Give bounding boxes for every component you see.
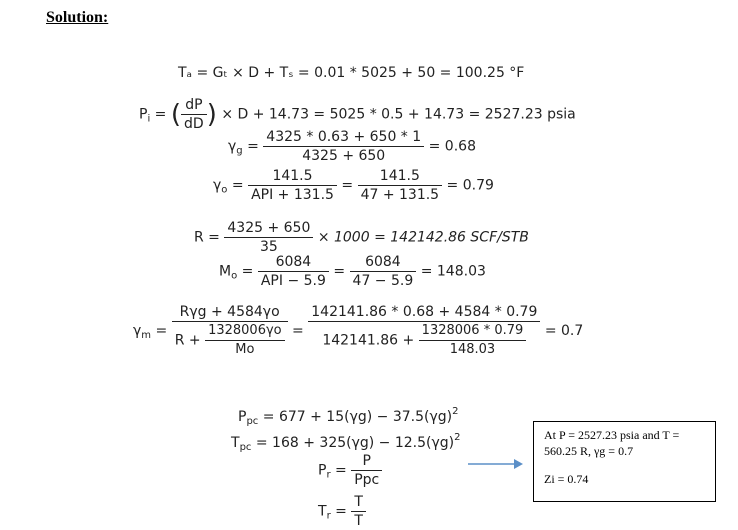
eq-ppc: $P_{pc} = 677 + 15(\gamma g) - 37.5(\gamma g)^2$ [238,406,459,427]
arrow-right-icon [468,457,524,471]
eq-tf [178,64,524,82]
result-line-2: 560.25 R, γg = 0.7 [544,444,634,458]
eq-pi: $P_i$ = ( $\frac{dP}{dD}$ ) × D + 14.73 = 5025 * 0.5 + 14.73 = 2527.23 psia [139,97,576,132]
eq-pr: $P_r$ = $\frac{P}{\text{Ppc}}$ [318,452,382,489]
eq-gamma-m: $\gamma_m$ = Rγg + 4584γo R + $\frac{1328006\gamma o}{Mo}$ = 142141.86 * 0.68 + 4584 * 0.79 142141.86 + $\frac{1328006 * 0.79}{148.03}$ = 0.7 [133,304,584,357]
eq-tpc: $T_{pc} = 168 + 325(\gamma g) - 12.5(\gamma g)^2$ [231,432,461,453]
result-line-1: At P = 2527.23 psia and T = [544,428,680,442]
eq-mo: $M_o$ = $\frac{6084}{\text{API − 5.9}}$ = $\frac{6084}{47 - 5.9}$ = 148.03 [219,254,486,289]
eq-gamma-o: $\gamma_o$ = $\frac{141.5}{\text{API + 131.5}}$ = $\frac{141.5}{47 + 131.5}$ = 0.79 [213,168,494,203]
page-title: Solution: [46,9,109,26]
eq-tf-text: Tₐ = Gₜ × D + Tₛ = 0.01 * 5025 + 50 = 100.25 °F [178,65,525,81]
result-box [533,421,716,502]
eq-tr: $T_r$ = $\frac{T}{T}$ [318,493,366,530]
eq-r: R = $\frac{4325 + 650}{35}$ × 1000 = 142142.86 SCF/STB [194,220,529,255]
eq-gamma-g: $\gamma_g$ = $\frac{4325 * 0.63 + 650 * 1}{4325 + 650}$ = 0.68 [228,129,476,164]
result-zi: Zi = 0.74 [544,472,589,486]
